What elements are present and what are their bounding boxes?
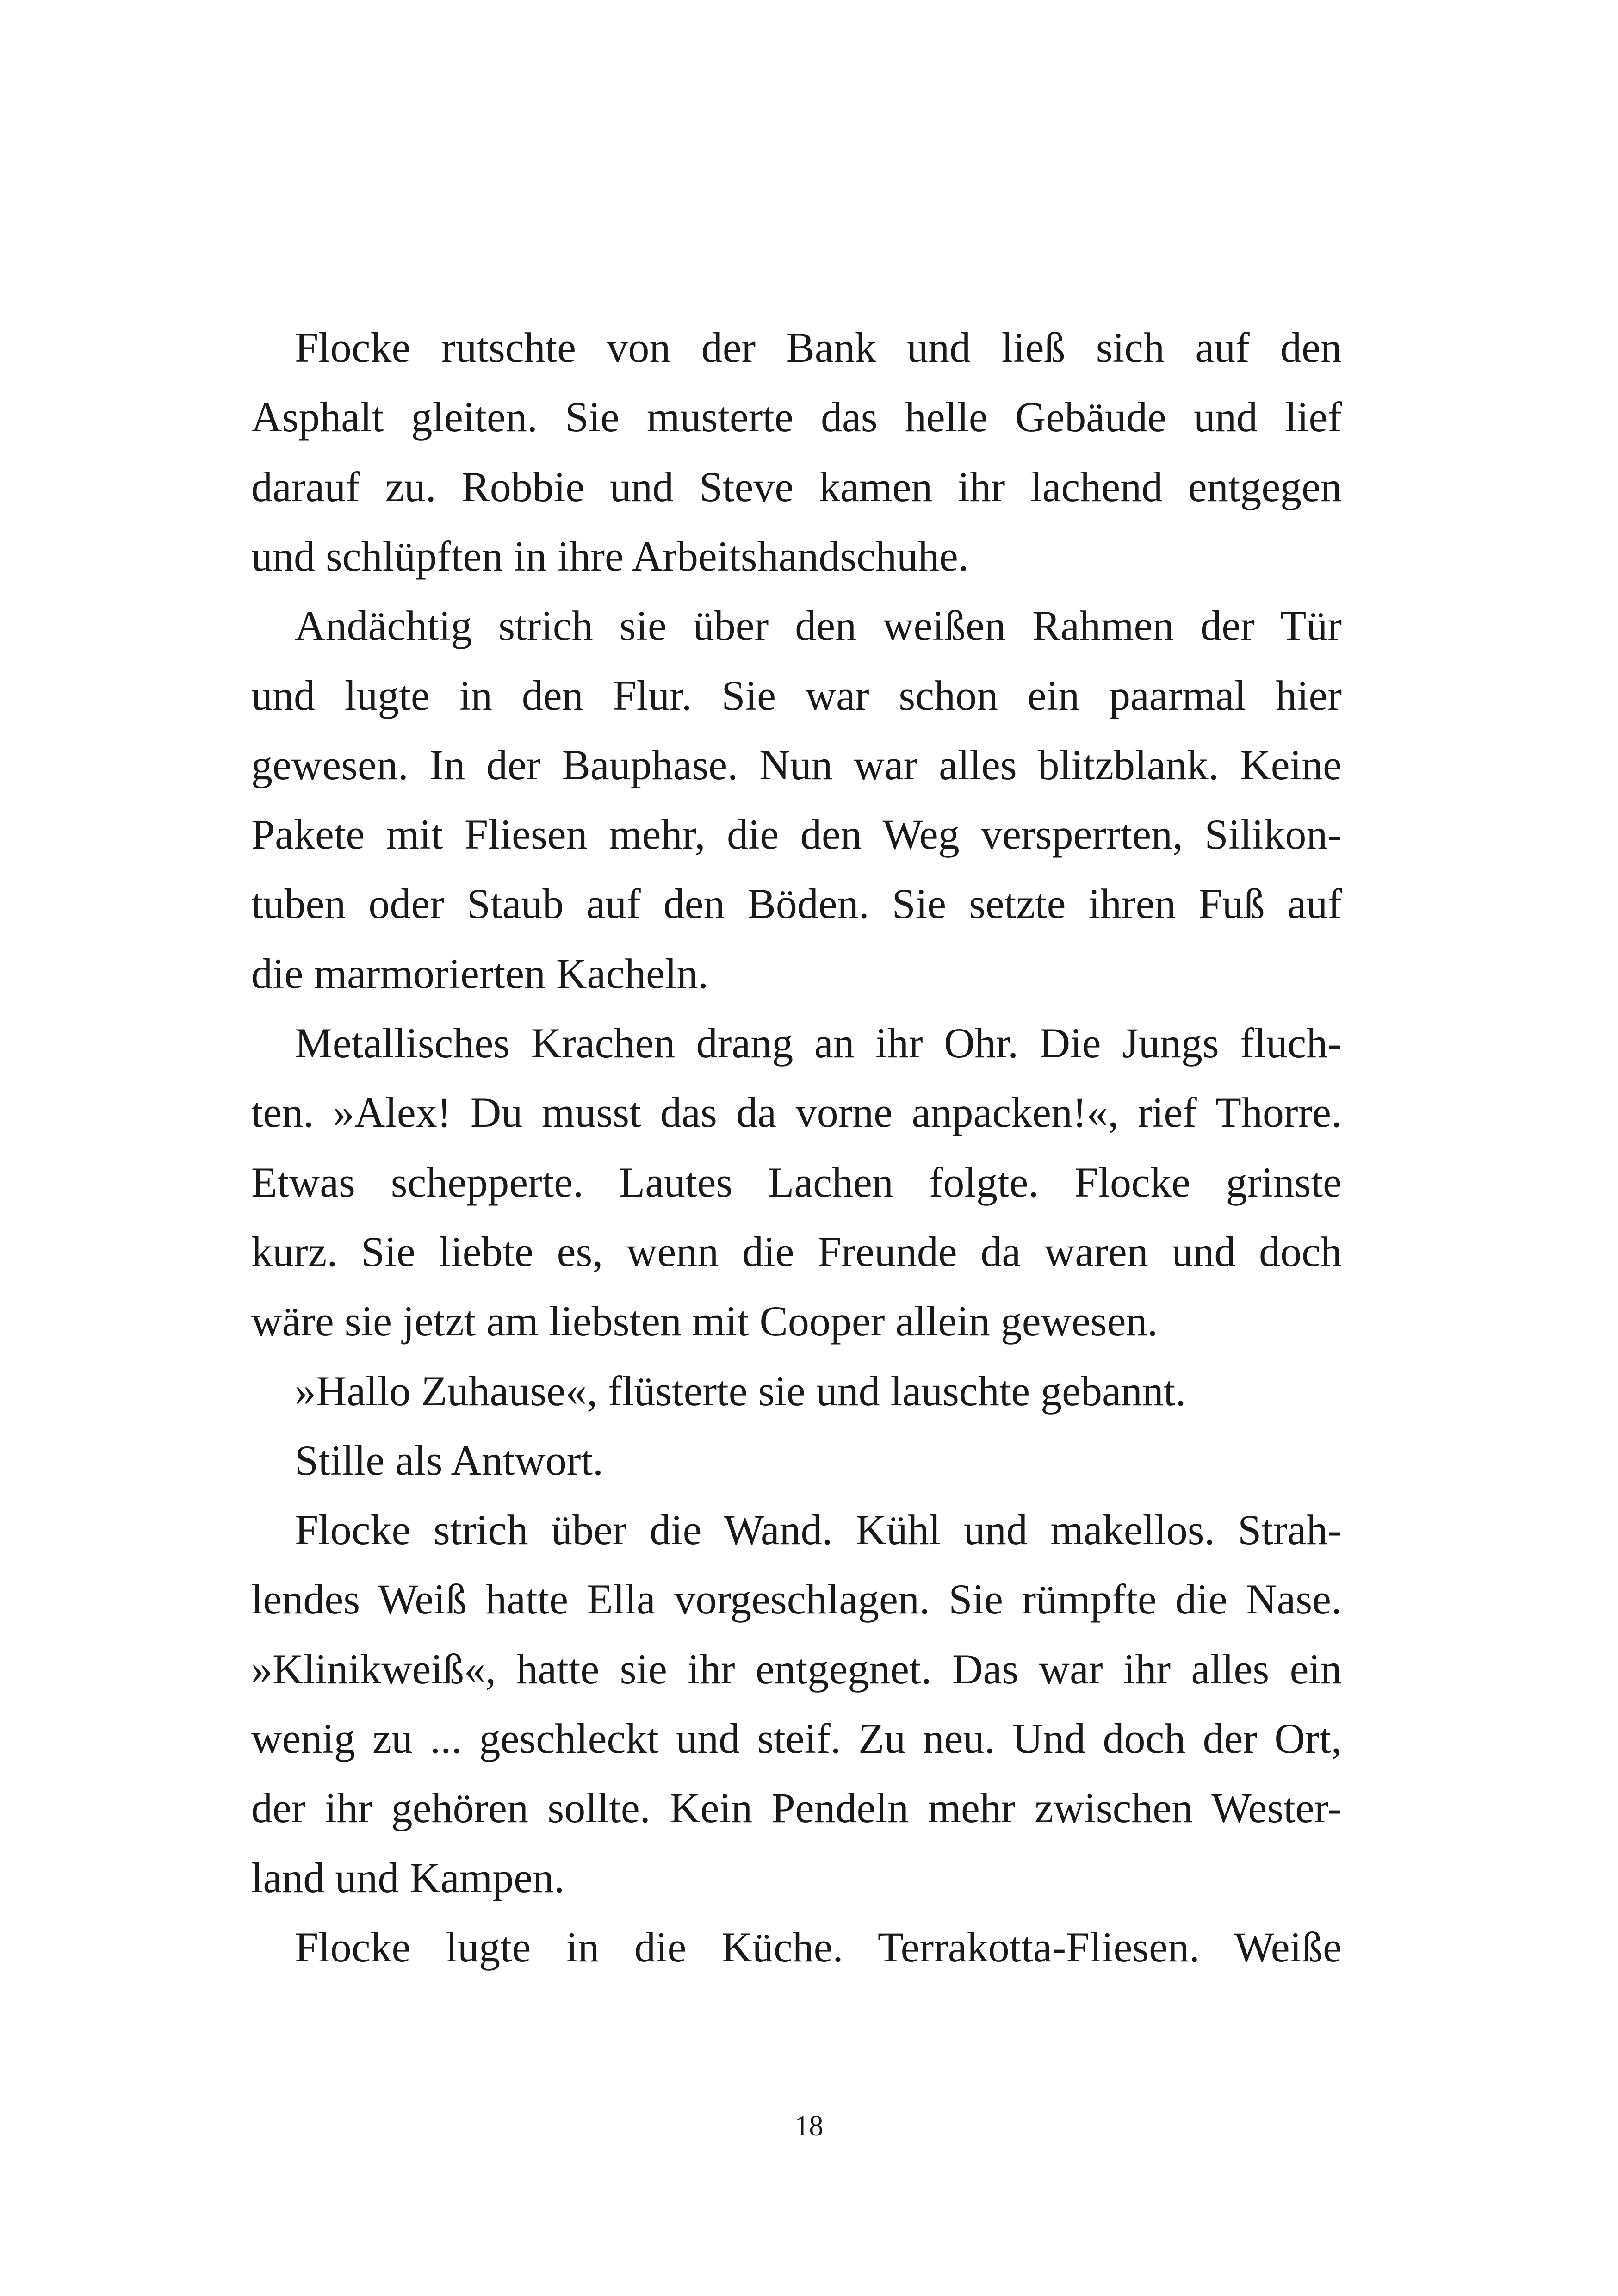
text-line: Flocke rutschte von der Bank und ließ sich auf den	[295, 324, 1342, 371]
text-line: tuben oder Staub auf den Böden. Sie setzte ihren Fuß auf	[251, 880, 1342, 928]
text-line: gewesen. In der Bauphase. Nun war alles blitzblank. Keine	[251, 741, 1342, 788]
text-line: kurz. Sie liebte es, wenn die Freunde da waren und doch	[251, 1228, 1342, 1275]
text-line: Metallisches Krachen drang an ihr Ohr. Die Jungs fluch-	[295, 1019, 1342, 1067]
text-line: Flocke lugte in die Küche. Terrakotta-Fliesen. Weiße	[295, 1923, 1342, 1971]
text-line: wenig zu ... geschleckt und steif. Zu neu. Und doch der Ort,	[251, 1715, 1342, 1762]
page-number: 18	[794, 2110, 824, 2142]
text-line: »Hallo Zuhause«, flüsterte sie und lauschte gebannt.	[295, 1367, 1186, 1415]
text-line: der ihr gehören sollte. Kein Pendeln mehr zwischen Wester-	[251, 1784, 1342, 1832]
text-line: und lugte in den Flur. Sie war schon ein paarmal hier	[251, 671, 1342, 719]
text-line: Flocke strich über die Wand. Kühl und makellos. Strah-	[295, 1506, 1342, 1554]
text-line: Stille als Antwort.	[295, 1436, 603, 1484]
text-line: und schlüpften in ihre Arbeitshandschuhe.	[251, 532, 969, 580]
text-line: darauf zu. Robbie und Steve kamen ihr lachend entgegen	[251, 463, 1342, 510]
text-line: Etwas schepperte. Lautes Lachen folgte. Flocke grinste	[251, 1158, 1342, 1206]
text-line: lendes Weiß hatte Ella vorgeschlagen. Sie rümpfte die Nase.	[251, 1576, 1342, 1623]
text-line: ten. »Alex! Du musst das da vorne anpacken!«, rief Thorre.	[251, 1089, 1342, 1136]
text-line: die marmorierten Kacheln.	[251, 949, 709, 997]
text-line: wäre sie jetzt am liebsten mit Cooper allein gewesen.	[251, 1297, 1158, 1345]
text-line: Pakete mit Fliesen mehr, die den Weg versperrten, Silikon-	[251, 811, 1342, 858]
text-line: land und Kampen.	[251, 1854, 565, 1901]
text-line: Asphalt gleiten. Sie musterte das helle Gebäude und lief	[251, 393, 1342, 441]
text-line: Andächtig strich sie über den weißen Rahmen der Tür	[295, 602, 1342, 650]
text-line: »Klinikweiß«, hatte sie ihr entgegnet. Das war ihr alles ein	[251, 1645, 1342, 1693]
